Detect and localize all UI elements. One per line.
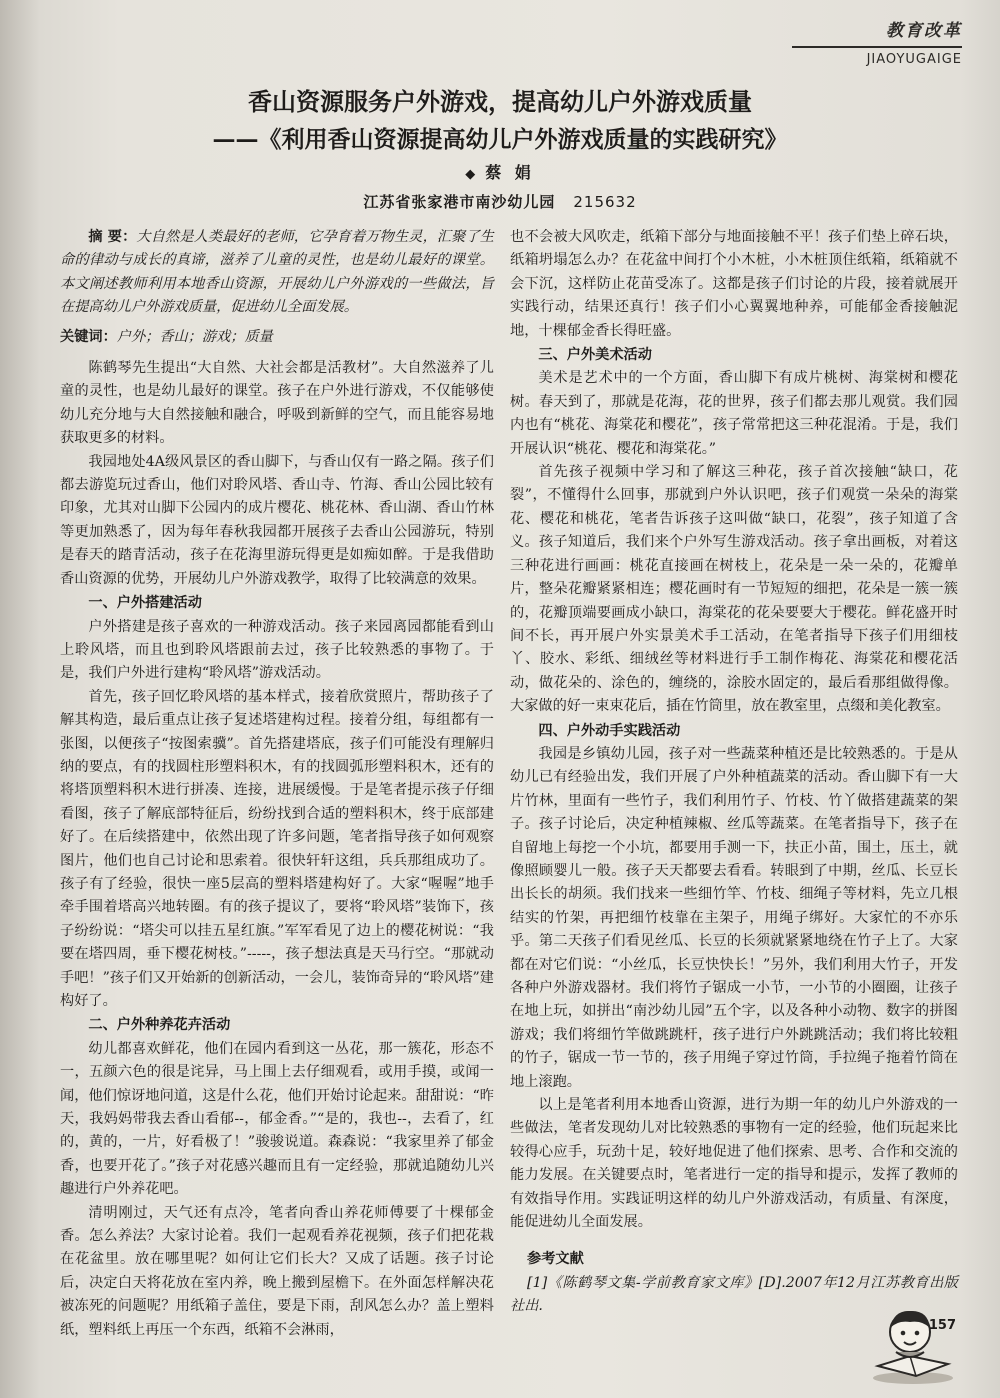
zipcode: 215632 xyxy=(573,193,637,211)
paragraph: 幼儿都喜欢鲜花，他们在园内看到这一丛花，那一簇花，形态不一，五颜六色的很是诧异，马上围上去仔细观看，或用手摸，或闻一闻，他们惊讶地问道，这是什么花，他们开始讨论起来。甜甜说：“昨天，我妈妈带我去香山看郁--，郁金香。”“是的，我也--，去看了，红的，黄的，一片，好看极了！”骏骏说道。森森说：“我家里养了郁金香，也要开花了。”孩子对花感兴趣而且有一定经验，那就追随幼儿兴趣进行户外养花吧。 xyxy=(60,1040,494,1198)
section-heading: 一、户外搭建活动 xyxy=(88,595,202,612)
left-column xyxy=(60,226,494,1342)
section-heading: 四、户外动手实践活动 xyxy=(538,722,681,739)
keywords-label: 关键词： xyxy=(60,328,117,345)
references-heading: 参考文献 xyxy=(527,1251,584,1268)
paragraph: 以上是笔者利用本地香山资源，进行为期一年的幼儿户外游戏的一些做法，笔者发现幼儿对比较熟悉的事物有一定的经验，他们玩起来比较得心应手，玩劲十足，较好地促进了他们探索、思考、合作和交流的能力发展。在关键要点时，笔者进行一定的指导和提示，发挥了教师的有效指导作用。实践证明这样的幼儿户外游戏活动，有质量、有深度，能促进幼儿全面发展。 xyxy=(510,1097,958,1231)
right-column xyxy=(510,226,958,1319)
article-title: 香山资源服务户外游戏，提高幼儿户外游戏质量 xyxy=(248,87,752,116)
abstract-label: 摘 要： xyxy=(88,229,137,245)
paragraph: 首先孩子视频中学习和了解这三种花，孩子首次接触“缺口，花裂”，不懂得什么回事，那就到户外认识吧，孩子们观赏一朵朵的海棠花、樱花和桃花，笔者告诉孩子这叫做“缺口，花裂”，孩子知道了含义。孩子知道后，我们来个户外写生游戏活动。孩子拿出画板，对着这三种花进行画画：桃花直接画在树枝上，花朵是一朵一朵的，花瓣单片，整朵花瓣紧紧相连；樱花画时有一节短短的细把，花朵是一簇一簇的，花瓣顶端要画成小缺口，海棠花的花朵要要大于樱花。鲜花盛开时间不长，再开展户外实景美术手工活动，在笔者指导下孩子们用细枝丫、胶水、彩纸、细绒丝等材料进行手工制作梅花、海棠花和樱花活动，做花朵的、涂色的，缠绕的，涂胶水固定的，最后看那组做得像。大家做的好一束束花后，插在竹筒里，放在教室里，点缀和美化教室。 xyxy=(510,464,958,715)
keywords xyxy=(60,326,494,349)
section-heading: 二、户外种养花卉活动 xyxy=(88,1017,231,1034)
cartoon-child-reading-icon xyxy=(870,1302,956,1386)
section-heading: 三、户外美术活动 xyxy=(538,347,652,364)
affiliation: 江苏省张家港市南沙幼儿园 xyxy=(363,193,556,211)
column-name-cn: 教育改革 xyxy=(886,21,962,41)
article-subtitle: ——《利用香山资源提高幼儿户外游戏质量的实践研究》 xyxy=(212,126,788,153)
abstract-text: 大自然是人类最好的老师，它孕育着万物生灵，汇聚了生命的律动与成长的真谛，滋养了儿童的灵性，也是幼儿最好的课堂。本文阐述教师利用本地香山资源，开展幼儿户外游戏的一些做法，旨在提高幼儿户外游戏质量，促进幼儿全面发展。 xyxy=(60,229,494,316)
reference-item: [1]《陈鹤琴文集-学前教育家文库》[D].2007年12月江苏教育出版社出. xyxy=(510,1274,958,1315)
paragraph: 我园地处4A级风景区的香山脚下，与香山仅有一路之隔。孩子们都去游览玩过香山，他们对聆风塔、香山寺、竹海、香山公园比较有印象，尤其对山脚下公园内的成片樱花、桃花林、香山湖、香山竹林等更加熟悉了，因为每年春秋我园都开展孩子去香山公园游玩，特别是春天的踏青活动，孩子在花海里游玩得更是如痴如醉。于是我借助香山资源的优势，开展幼儿户外游戏教学，取得了比较满意的效果。 xyxy=(60,453,494,587)
column-name-en: JIAOYUGAIGE xyxy=(866,52,962,67)
diamond-icon: ◆ xyxy=(465,167,480,182)
keywords-text: 户外；香山；游戏；质量 xyxy=(116,328,273,345)
paragraph: 美术是艺术中的一个方面，香山脚下有成片桃树、海棠树和樱花树。春天到了，那就是花海，花的世界，孩子们都去那儿观赏。我们园内也有“桃花、海棠花和樱花”，孩子常常把这三种花混淆。于是，我们开展认识“桃花、樱花和海棠花。” xyxy=(510,370,958,457)
column-header xyxy=(792,16,962,67)
paragraph: 首先，孩子回忆聆风塔的基本样式，接着欣赏照片，帮助孩子了解其构造，最后重点让孩子复述塔建构过程。接着分组，每组都有一张图，以便孩子“按图索骥”。首先搭建塔底，孩子们可能没有理解归纳的要点，有的找圆柱形塑料积木，有的找圆弧形塑料积木，还有的将塔顶塑料积木进行拼凑、连接，进展缓慢。于是笔者提示孩子仔细看图，孩子了解底部特征后，纷纷找到合适的塑料积木，终于底部建好了。在后续搭建中，依然出现了许多问题，笔者指导孩子如何观察图片，他们也自己讨论和思索着。很快轩轩这组，兵兵那组成功了。孩子有了经验，很快一座5层高的塑料塔建构好了。大家“喔喔”地手牵手围着塔高兴地转圈。有的孩子提议了，要将“聆风塔”装饰下，孩子纷纷说：“塔尖可以挂五星红旗。”军军看见了边上的樱花树说：“我要在塔四周，垂下樱花树枝。”-----，孩子想法真是天马行空。“那就动手吧！”孩子们又开始新的创新活动，一会儿，装饰奇异的“聆风塔”建构好了。 xyxy=(60,688,494,1009)
paragraph: 陈鹤琴先生提出“大自然、大社会都是活教材”。大自然滋养了儿童的灵性，也是幼儿最好的课堂。孩子在户外进行游戏，不仅能够使幼儿充分地与大自然接触和融合，呼吸到新鲜的空气，而且能容易地获取更多的材料。 xyxy=(60,360,494,447)
paragraph: 我园是乡镇幼儿园，孩子对一些蔬菜种植还是比较熟悉的。于是从幼儿已有经验出发，我们开展了户外种植蔬菜的活动。香山脚下有一大片竹林，里面有一些竹子，我们利用竹子、竹枝、竹丫做搭建蔬菜的架子。孩子讨论后，决定种植辣椒、丝瓜等蔬菜。在笔者指导下，孩子在自留地上每挖一个小坑，都要用手测一下，扶正小苗，围土，压土，就像照顾婴儿一般。孩子天天都要去看看。转眼到了中期，丝瓜、长豆长出长长的胡须。我们找来一些细竹竿、竹枝、细绳子等材料，先立几根结实的竹架，再把细竹枝靠在主架子，用绳子绑好。大家忙的不亦乐乎。第二天孩子们看见丝瓜、长豆的长须就紧紧地绕在竹子上了。大家都在对它们说：“小丝瓜，长豆快快长！”另外，我们利用大竹子，开发各种户外游戏器材。我们将竹子锯成一小节，一小节的小圈圈，让孩子在地上玩，如拼出“南沙幼儿园”五个字，以及各种小动物、数字的拼图游戏；我们将细竹竿做跳跳杆，孩子进行户外跳跳活动；我们将比较粗的竹子，锯成一节一节的，孩子用绳子穿过竹筒，手拉绳子拖着竹筒在地上滚跑。 xyxy=(510,745,958,1090)
paragraph: 清明刚过，天气还有点冷，笔者向香山养花师傅要了十棵郁金香。怎么养法？大家讨论着。我们一起观看养花视频，孩子们把花栽在花盆里。放在哪里呢？如何让它们长大？又成了话题。孩子讨论后，决定白天将花放在室内养，晚上搬到屋檐下。在外面怎样解决花被冻死的问题呢？用纸箱子盖住，要是下雨，刮风怎么办？盖上塑料纸，塑料纸上再压一个东西，纸箱不会淋雨， xyxy=(60,1204,494,1338)
affiliation-line xyxy=(0,191,1000,212)
author-name: 蔡 娟 xyxy=(485,163,535,182)
author-line xyxy=(0,160,1000,183)
header-rule xyxy=(792,46,962,48)
paragraph: 也不会被大风吹走，纸箱下部分与地面接触不平！孩子们垫上碎石块，纸箱坍塌怎么办？在花盆中间打个小木桩，小木桩顶住纸箱，纸箱就不会下沉，这样防止花苗受冻了。这都是孩子们讨论的片段，接着就展开实践行动，结果还真行！孩子们小心翼翼地种养，可能郁金香接触泥地，十棵郁金香长得旺盛。 xyxy=(510,229,958,339)
page-number: 157 xyxy=(928,1318,956,1333)
paragraph: 户外搭建是孩子喜欢的一种游戏活动。孩子来园离园都能看到山上聆风塔，而且也到聆风塔跟前去过，孩子比较熟悉的事物了。于是，我们户外进行建构“聆风塔”游戏活动。 xyxy=(60,618,494,682)
abstract xyxy=(60,226,494,320)
